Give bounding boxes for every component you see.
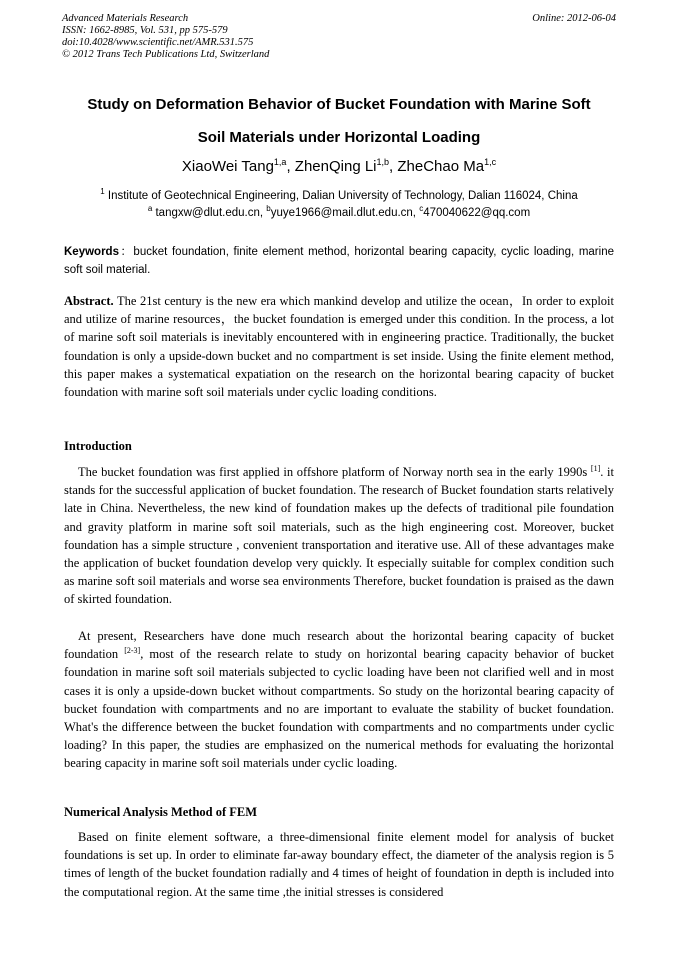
- copyright-line: © 2012 Trans Tech Publications Ltd, Switzerland: [62, 49, 270, 60]
- paragraph-text: , most of the research relate to study on horizontal bearing capacity behavior of bucket foundation in marine soft soil materials subjected to cyclic loading have been not clarified well and in most cases it is only a upside-down bucket without compartments. So study on the horizontal bearing capacity of bucket foundation with compartments and no are important to evaluate the stability of bucket foundation. What's the difference between the bucket foundation with compartments and no compartments under cyclic loading? In this paper, the studies are emphasized on the numerical methods for evaluating the horizontal bearing capacity in marine soft soil materials under cyclic loading.: [64, 647, 614, 771]
- email-link[interactable]: yuye1966@mail.dlut.edu.cn,: [270, 207, 420, 219]
- paragraph-text: The bucket foundation was first applied in offshore platform of Norway north sea in the early 1990s: [78, 465, 591, 479]
- author-name: XiaoWei Tang: [181, 158, 274, 175]
- citation-ref[interactable]: [1]: [590, 464, 601, 473]
- abstract: [64, 292, 614, 401]
- abstract-label: Abstract.: [64, 294, 114, 308]
- title-line-1: Study on Deformation Behavior of Bucket Foundation with Marine Soft: [87, 96, 591, 113]
- author-separator: ,: [286, 158, 295, 175]
- fem-paragraph-1: Based on finite element software, a three-dimensional finite element model for analysis of bucket foundations is set up. In order to eliminate far-away boundary effect, the diameter of the analysis region is 5 times of length of the bucket foundation radially and 4 times of height of foundation in depth is included into the computational region. At the same time ,the initial stresses is considered: [64, 830, 614, 899]
- author-affil-sup: 1,b: [376, 157, 390, 167]
- section-heading-fem: Numerical Analysis Method of FEM: [64, 805, 258, 819]
- author-name: ZhenQing Li: [294, 158, 377, 175]
- paragraph-text: At present, Researchers have done much research about the horizontal bearing capacity of bucket foundation: [64, 629, 614, 662]
- email-line: [40, 205, 638, 222]
- email-link[interactable]: 470040622@qq.com: [423, 207, 531, 219]
- abstract-text: The 21st century is the new era which mankind develop and utilize the ocean，In order to exploit and utilize of marine resources，the bucket foundation is emerged under this condition. In the process, a lot of marine soft soil materials is inevitably encountered with in engineering practice. Traditionally, the bucket foundation is only a upside-down bucket and no compartment is set inside. Using the finite element method, this paper makes a systematical expatiation on the research on the horizontal bearing capacity of bucket foundation with marine soft soil materials under cyclic loading conditions.: [64, 294, 614, 400]
- section-heading-introduction: Introduction: [64, 439, 132, 453]
- author-name: ZheChao Ma: [397, 158, 485, 175]
- author-list: [40, 157, 638, 177]
- journal-name: Advanced Materials Research: [62, 13, 189, 24]
- affiliation-text: Institute of Geotechnical Engineering, Dalian University of Technology, Dalian 116024, China: [104, 190, 578, 202]
- affiliation-line: [40, 188, 638, 205]
- online-date: Online: 2012-06-04: [532, 13, 616, 24]
- doi-line: doi:10.4028/www.scientific.net/AMR.531.575: [62, 37, 254, 48]
- email-sup: b: [266, 204, 271, 213]
- author-separator: ,: [389, 158, 398, 175]
- keywords-label: Keywords: [64, 246, 119, 258]
- issn-line: ISSN: 1662-8985, Vol. 531, pp 575-579: [62, 25, 228, 36]
- paragraph-text: . it stands for the successful application of bucket foundation. The research of Bucket foundation starts relatively late in China. Nevertheless, the new kind of foundation makes up the defects of traditional pile foundation and gravity platform in marine soft soil materials, such as the high engineering cost. Moreover, bucket foundation has a simple structure , convenient transportation and iterative use. All of these advantages make the application of bucket foundation develop very quickly. It especially suitable for complex condition such as marine soft soil materials and worse sea environments Therefore, bucket foundation is praised as the dawn of skirted foundation.: [64, 465, 614, 607]
- author-affil-sup: 1,a: [273, 157, 287, 167]
- keywords-text: ：bucket foundation, finite element method, horizontal bearing capacity, cyclic loading, marine soft soil material.: [64, 246, 614, 276]
- keywords: [64, 243, 614, 279]
- affiliation-block: [40, 188, 638, 222]
- intro-paragraph-1: [64, 463, 614, 609]
- intro-paragraph-2: [64, 627, 614, 773]
- affiliation-sup: 1: [100, 187, 105, 196]
- paper-title: [40, 88, 638, 154]
- email-sup: a: [147, 204, 153, 213]
- author-affil-sup: 1,c: [484, 157, 497, 167]
- email-link[interactable]: tangxw@dlut.edu.cn,: [152, 207, 267, 219]
- title-line-2: Soil Materials under Horizontal Loading: [197, 129, 481, 146]
- journal-header: [62, 13, 616, 61]
- email-sup: c: [419, 204, 424, 213]
- citation-ref[interactable]: [2-3]: [124, 646, 141, 656]
